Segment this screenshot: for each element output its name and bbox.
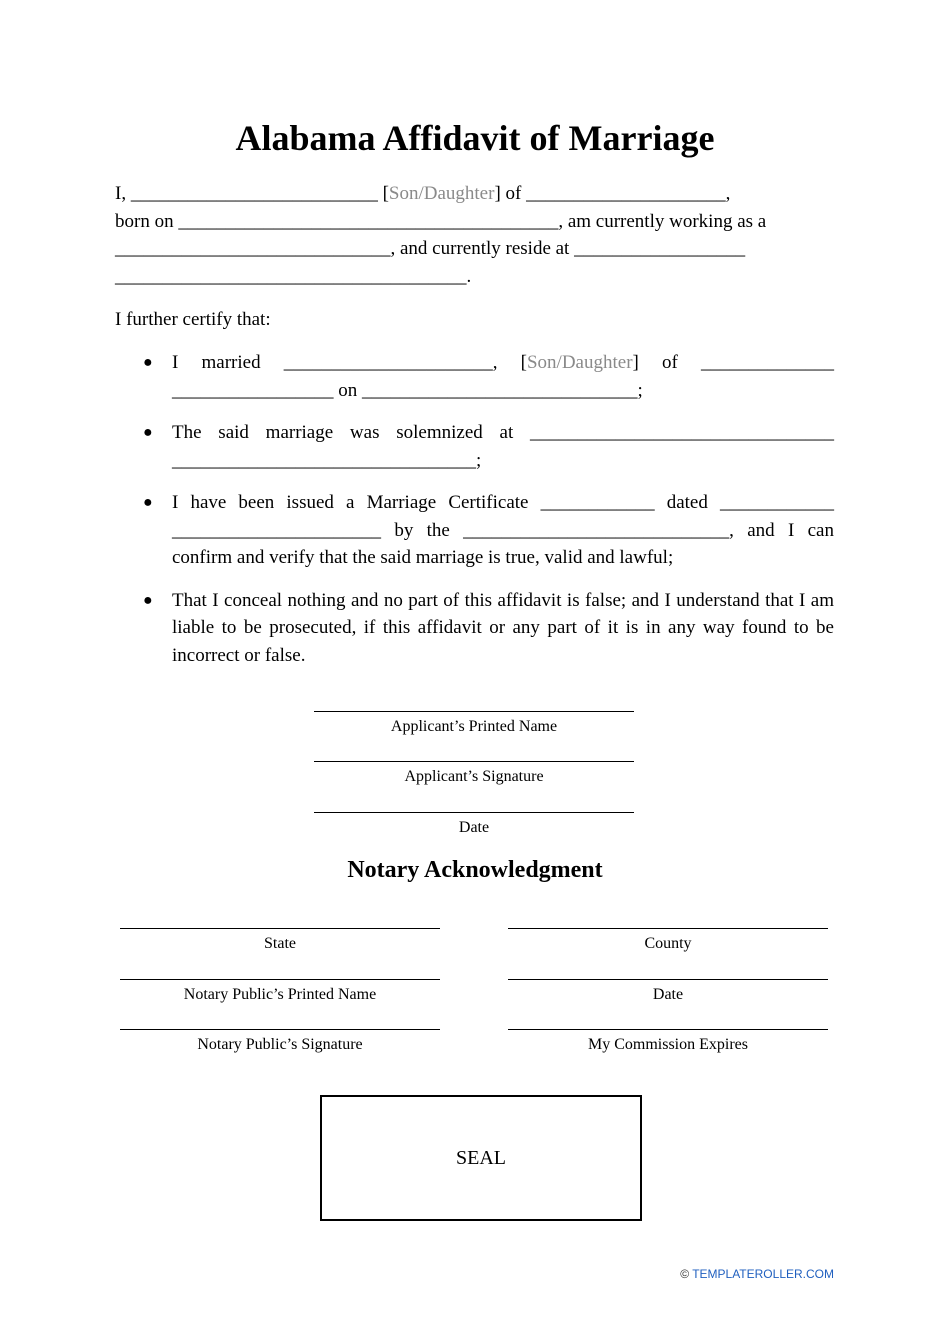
applicant-date-line [314,812,634,813]
applicant-signature-line [314,761,634,762]
intro-line-1 [115,180,834,208]
notary-signature-label: Notary Public’s Signature [197,1036,363,1053]
applicant-date-label: Date [458,819,490,836]
notary-date-line [508,979,828,980]
list-item [115,489,834,572]
seal-label: SEAL [456,1146,506,1169]
notary-county-label: County [644,935,692,952]
notary-signature-line [120,1029,440,1030]
relation-placeholder: Son/Daughter [526,352,633,373]
applicant-printed-name-line [314,711,634,712]
notary-county-line [508,928,828,929]
certificate-text: I have been issued a Marriage Certificate ____________ dated ____________ ______________________ by the ____________________________, and I can confirm and verify that the said marriage is true, valid and lawful; [172,492,834,568]
notary-printed-name-line [120,979,440,980]
list-item [115,419,834,474]
bullet-dot: ● [143,354,153,371]
certification-list [115,349,834,684]
relation-placeholder: Son/Daughter [388,183,495,204]
bullet-dot: ● [143,591,153,609]
liability-text: That I conceal nothing and no part of this affidavit is false; and I understand that I am liable to be prosecuted, if this affidavit or any part of it is in any way found to be incorrect or false. [172,589,834,666]
bullet-dot: ● [143,494,153,511]
list-item [115,349,834,404]
intro-line-2: born on ________________________________________, am currently working as a [115,210,767,232]
notary-commission-line [508,1029,828,1030]
intro-line-1-start: I, __________________________ [ [115,183,389,204]
notary-printed-name-label: Notary Public’s Printed Name [183,986,377,1003]
notary-commission-label: My Commission Expires [587,1036,748,1053]
bullet-dot: ● [143,424,153,441]
intro-paragraph [115,180,834,290]
notary-heading: Notary Acknowledgment [347,857,603,883]
seal-box [320,1095,642,1221]
applicant-printed-name-label: Applicant’s Printed Name [390,718,558,735]
applicant-signature-label: Applicant’s Signature [404,768,544,785]
marriage-line-start: I married ______________________, [ [172,352,527,373]
intro-line-3: _____________________________, and currently reside at __________________ [115,238,746,259]
notary-date-label: Date [652,986,684,1003]
document-title: Alabama Affidavit of Marriage [235,118,715,158]
footer-credit [600,1267,834,1281]
notary-state-line [120,928,440,929]
certify-heading: I further certify that: [115,309,271,330]
list-item [115,587,834,670]
solemnized-text: The said marriage was solemnized at ________________________________ ________________________________; [172,422,834,471]
marriage-line-end: ] of ______________ _________________ on _____________________________; [172,352,835,401]
notary-state-label: State [264,935,296,952]
intro-line-1-end: ] of _____________________, [494,183,731,204]
intro-line-4: _____________________________________. [115,265,472,287]
footer-site-link[interactable]: TEMPLATEROLLER.COM [692,1267,834,1281]
copyright-symbol: © [680,1267,690,1281]
